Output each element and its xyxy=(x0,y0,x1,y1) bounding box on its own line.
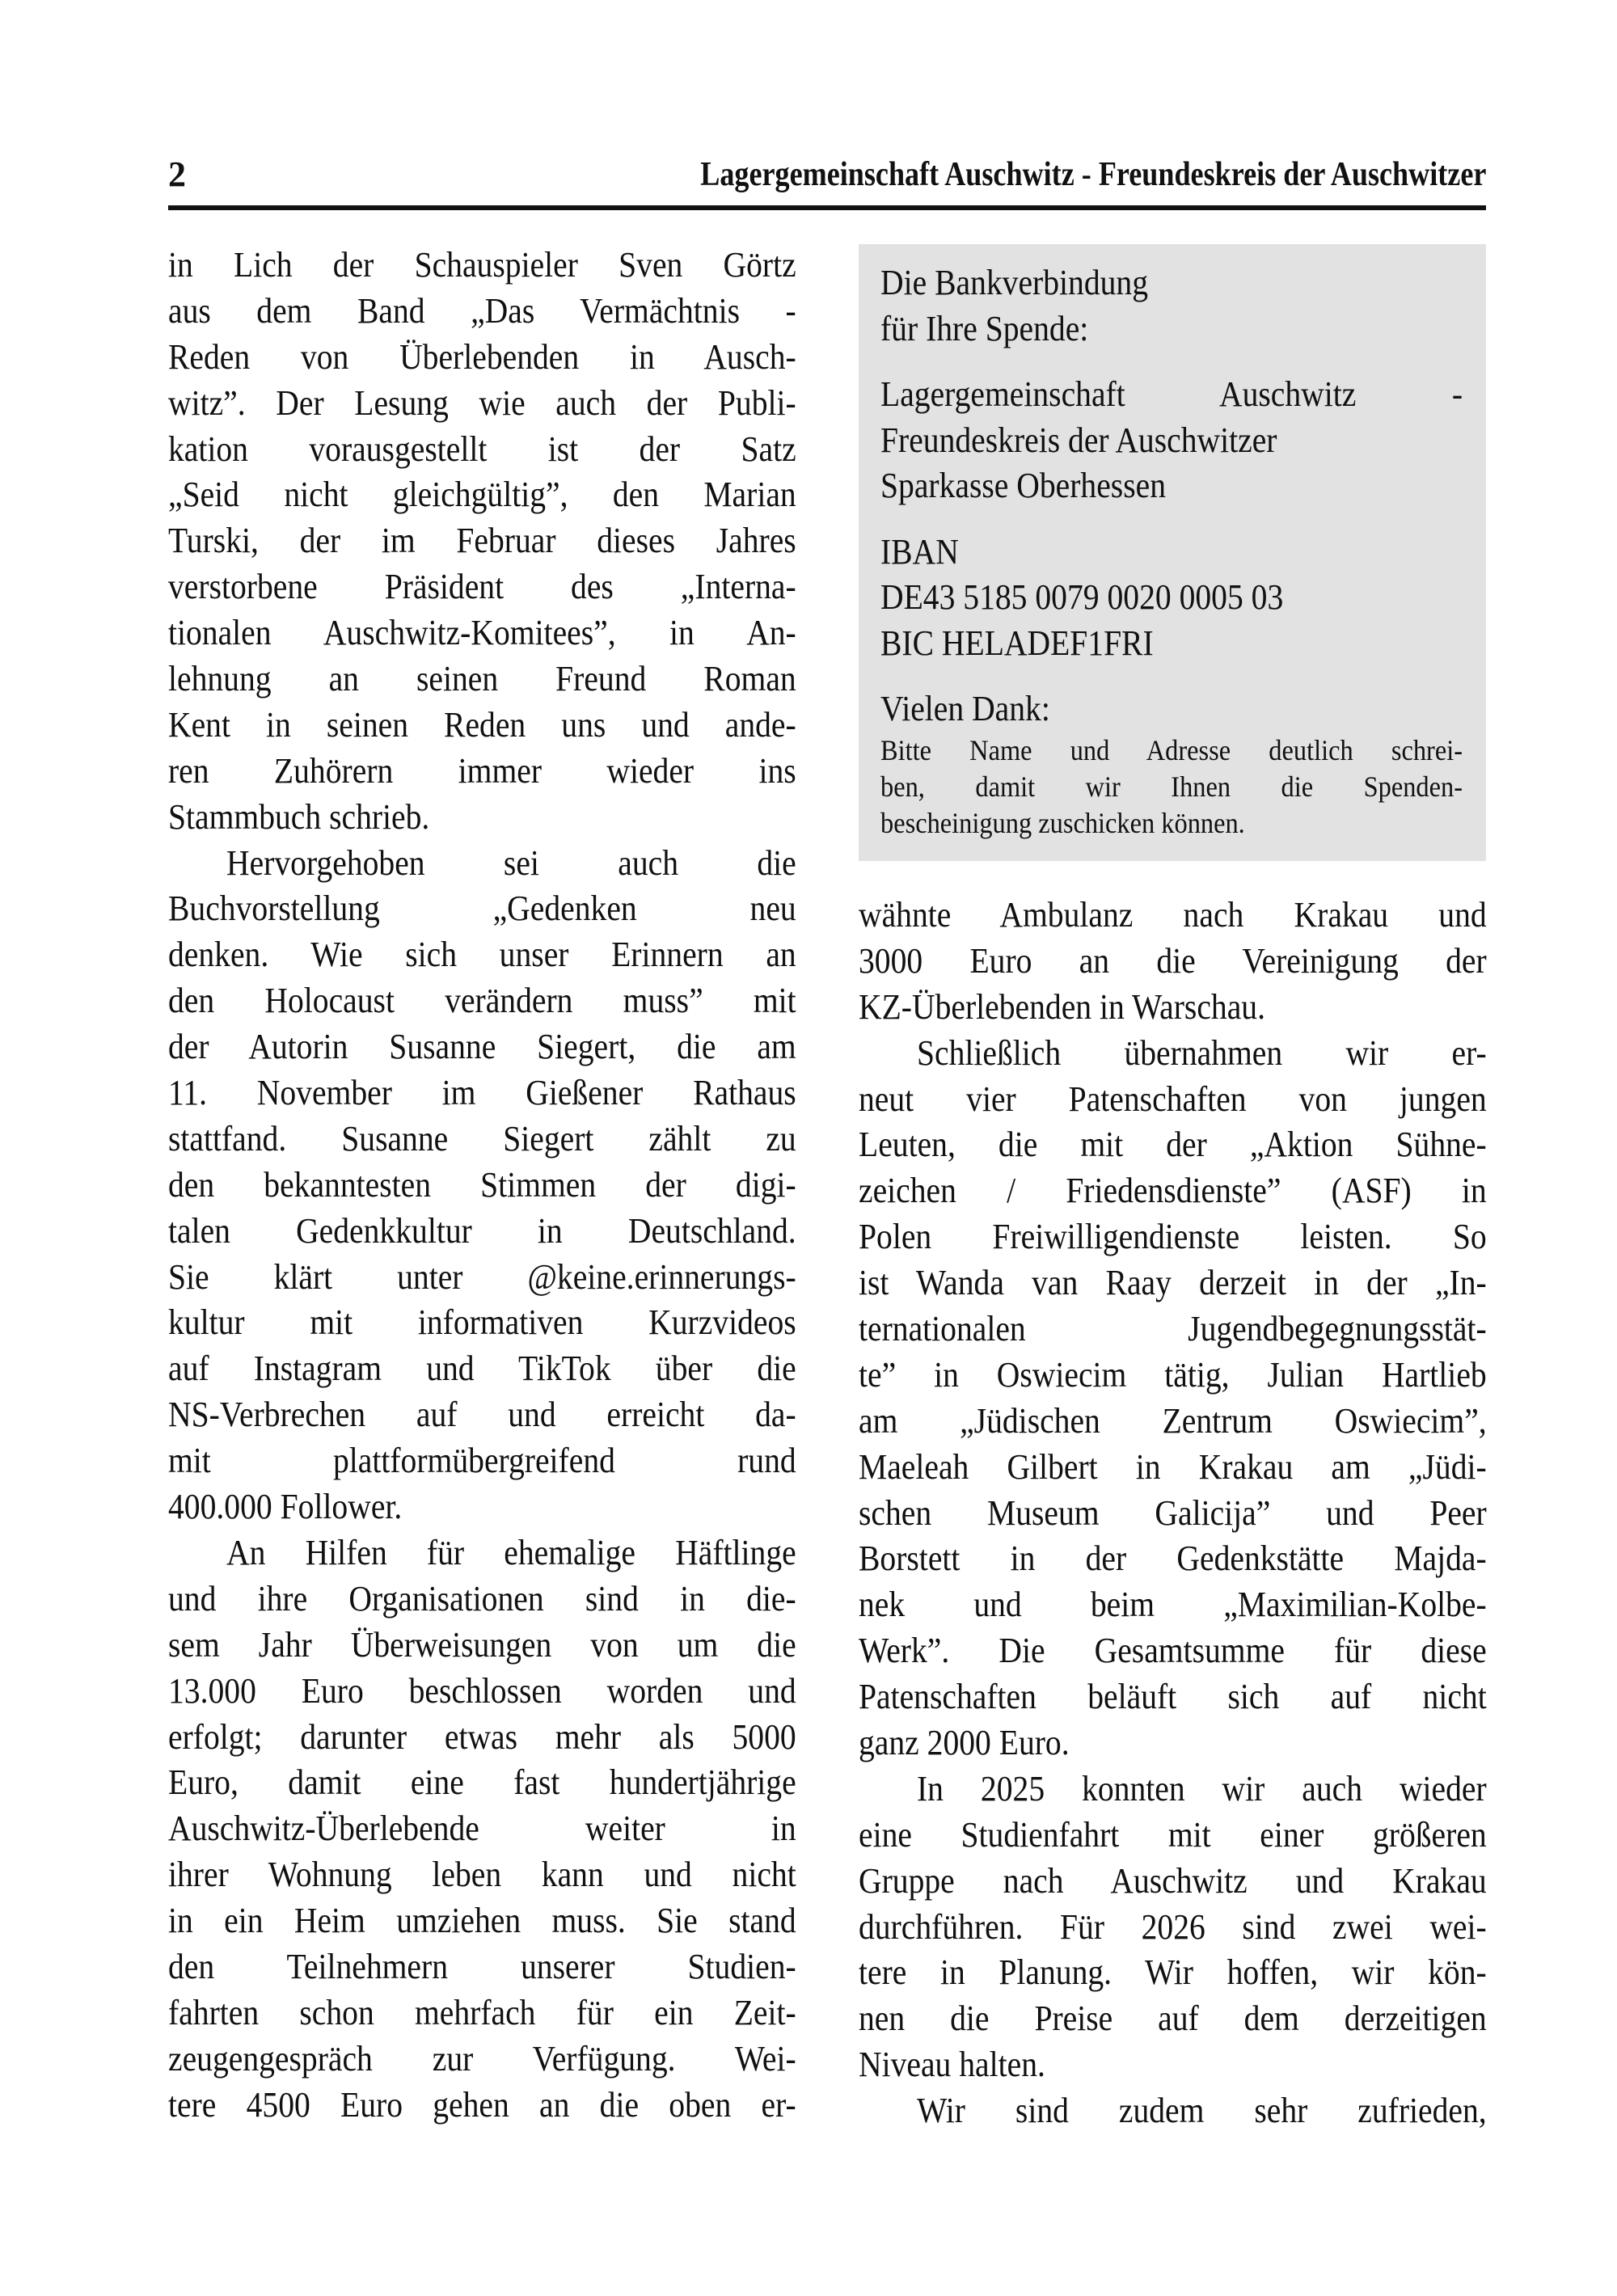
text-line: in ein Heim umziehen muss. Sie stand xyxy=(168,1901,796,1941)
text-line: Reden von Überlebenden in Ausch- xyxy=(168,336,796,377)
text-line: nen die Preise auf dem derzeitigen xyxy=(859,1998,1487,2039)
text-line: schen Museum Galicija” und Peer xyxy=(859,1492,1487,1533)
text-line: in Lich der Schauspieler Sven Görtz xyxy=(168,245,796,285)
text-line: ternationalen Jugendbegegnungsstät- xyxy=(859,1309,1487,1349)
text-line: Niveau halten. xyxy=(859,2045,1045,2085)
right-column-text xyxy=(859,893,1487,2134)
box-heading: Die Bankverbindung xyxy=(880,263,1149,302)
left-column-text xyxy=(168,243,796,2129)
text-line: lehnung an seinen Freund Roman xyxy=(168,659,796,699)
text-line: An Hilfen für ehemalige Häftlinge xyxy=(226,1532,796,1572)
text-line: NS-Verbrechen auf und erreicht da- xyxy=(168,1395,796,1435)
text-line: tionalen Auschwitz-Komitees”, in An- xyxy=(168,613,796,653)
text-line: stattfand. Susanne Siegert zählt zu xyxy=(168,1118,796,1159)
text-line: aus dem Band „Das Vermächtnis - xyxy=(168,290,796,331)
text-line: Auschwitz-Überlebende weiter in xyxy=(168,1809,796,1849)
text-line: am „Jüdischen Zentrum Oswiecim”, xyxy=(859,1400,1487,1441)
text-line: Sie klärt unter @keine.erinnerungs- xyxy=(168,1256,796,1297)
thanks-text: Vielen Dank: xyxy=(880,689,1050,728)
text-line: te” in Oswiecim tätig, Julian Hartlieb xyxy=(859,1354,1487,1395)
right-column xyxy=(859,893,1487,2134)
text-line: Polen Freiwilligendienste leisten. So xyxy=(859,1217,1487,1257)
text-line: In 2025 konnten wir auch wieder xyxy=(917,1768,1487,1809)
text-line: Stammbuch schrieb. xyxy=(168,796,430,837)
text-line: Borstett in der Gedenkstätte Majda- xyxy=(859,1538,1487,1579)
text-line: kultur mit informativen Kurzvideos xyxy=(168,1302,796,1343)
text-line: KZ-Überlebenden in Warschau. xyxy=(859,986,1265,1027)
text-line: Euro, damit eine fast hundertjährige xyxy=(168,1762,796,1803)
text-line: und ihre Organisationen sind in die- xyxy=(168,1578,796,1619)
text-line: 11. November im Gießener Rathaus xyxy=(168,1073,796,1113)
text-line: Buchvorstellung „Gedenken neu xyxy=(168,888,796,929)
text-line: 400.000 Follower. xyxy=(168,1487,403,1527)
text-line: auf Instagram und TikTok über die xyxy=(168,1348,796,1389)
text-line: 13.000 Euro beschlossen worden und xyxy=(168,1670,796,1711)
text-line: sem Jahr Überweisungen von um die xyxy=(168,1624,796,1665)
donation-info-box xyxy=(859,244,1486,861)
text-line: verstorbene Präsident des „Interna- xyxy=(168,567,796,607)
bic-value: BIC HELADEF1FRI xyxy=(880,623,1154,663)
text-line: der Autorin Susanne Siegert, die am xyxy=(168,1027,796,1067)
header-rule xyxy=(168,205,1486,210)
text-line: Leuten, die mit der „Aktion Sühne- xyxy=(859,1125,1487,1165)
text-line: ganz 2000 Euro. xyxy=(859,1723,1070,1763)
text-line: neut vier Patenschaften von jungen xyxy=(859,1078,1487,1119)
text-line: fahrten schon mehrfach für ein Zeit- xyxy=(168,1992,796,2032)
donation-info-content xyxy=(880,260,1463,842)
iban-label: IBAN xyxy=(880,531,959,572)
left-column xyxy=(168,243,796,2129)
text-line: denken. Wie sich unser Erinnern an xyxy=(168,935,796,975)
text-line: durchführen. Für 2026 sind zwei wei- xyxy=(859,1906,1487,1947)
text-line: talen Gedenkkultur in Deutschland. xyxy=(168,1210,796,1251)
text-line: zeugengespräch zur Verfügung. Wei- xyxy=(168,2038,796,2079)
text-line: ihrer Wohnung leben kann und nicht xyxy=(168,1855,796,1895)
text-line: eine Studienfahrt mit einer größeren xyxy=(859,1814,1487,1855)
text-line: Turski, der im Februar dieses Jahres xyxy=(168,521,796,561)
recipient-name: Freundeskreis der Auschwitzer xyxy=(880,420,1277,460)
text-line: erfolgt; darunter etwas mehr als 5000 xyxy=(168,1716,796,1757)
text-line: kation vorausgestellt ist der Satz xyxy=(168,428,796,469)
text-line: Werk”. Die Gesamtsumme für diese xyxy=(859,1631,1487,1671)
note-line: ben, damit wir Ihnen die Spenden- xyxy=(880,770,1463,803)
text-line: Maeleah Gilbert in Krakau am „Jüdi- xyxy=(859,1446,1487,1487)
note-line: bescheinigung zuschicken können. xyxy=(880,806,1245,839)
text-line: witz”. Der Lesung wie auch der Publi- xyxy=(168,382,796,423)
text-line: Hervorgehoben sei auch die xyxy=(226,842,796,883)
text-line: tere 4500 Euro gehen an die oben er- xyxy=(168,2084,796,2125)
note-line: Bitte Name und Adresse deutlich schrei- xyxy=(880,733,1463,766)
text-line: tere in Planung. Wir hoffen, wir kön- xyxy=(859,1952,1487,1993)
box-heading: für Ihre Spende: xyxy=(880,308,1089,348)
text-line: wähnte Ambulanz nach Krakau und xyxy=(859,895,1487,935)
recipient-name: Lagergemeinschaft Auschwitz - xyxy=(880,374,1463,414)
text-line: Wir sind zudem sehr zufrieden, xyxy=(917,2091,1487,2131)
text-line: 3000 Euro an die Vereinigung der xyxy=(859,940,1487,981)
text-line: ist Wanda van Raay derzeit in der „In- xyxy=(859,1263,1487,1303)
text-line: Gruppe nach Auschwitz und Krakau xyxy=(859,1860,1487,1901)
text-line: „Seid nicht gleichgültig”, den Marian xyxy=(168,475,796,515)
text-line: Schließlich übernahmen wir er- xyxy=(917,1032,1487,1073)
text-line: Patenschaften beläuft sich auf nicht xyxy=(859,1677,1487,1717)
text-line: ren Zuhörern immer wieder ins xyxy=(168,750,796,791)
bank-name: Sparkasse Oberhessen xyxy=(880,466,1166,505)
text-line: den Teilnehmern unserer Studien- xyxy=(168,1946,796,1986)
iban-value: DE43 5185 0079 0020 0005 03 xyxy=(880,577,1284,617)
running-title: Lagergemeinschaft Auschwitz - Freundeskreis der Auschwitzer xyxy=(699,156,1486,193)
text-line: zeichen / Friedensdienste” (ASF) in xyxy=(859,1171,1487,1211)
page-number: 2 xyxy=(168,154,186,194)
text-line: den Holocaust verändern muss” mit xyxy=(168,981,796,1021)
text-line: den bekanntesten Stimmen der digi- xyxy=(168,1164,796,1205)
text-line: nek und beim „Maximilian-Kolbe- xyxy=(859,1585,1487,1625)
page-header xyxy=(168,152,1486,209)
text-line: mit plattformübergreifend rund xyxy=(168,1441,796,1481)
text-line: Kent in seinen Reden uns und ande- xyxy=(168,704,796,745)
